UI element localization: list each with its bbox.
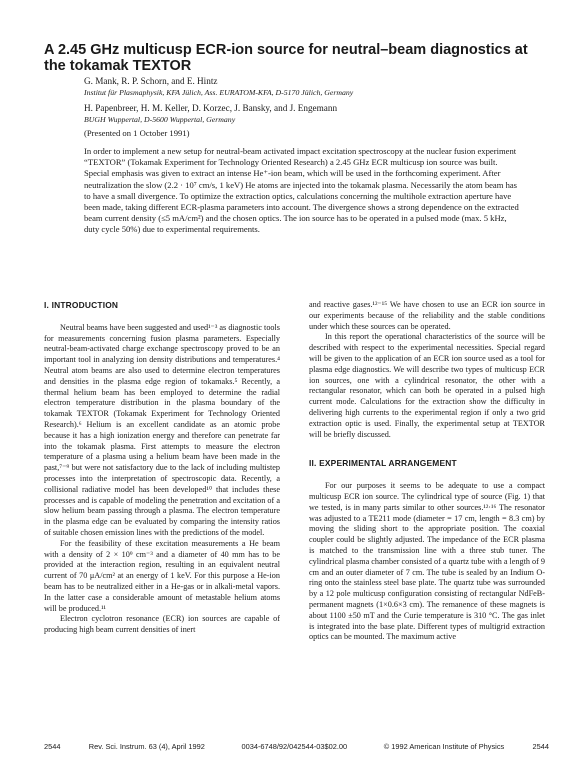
left-column <box>44 300 280 636</box>
author-block-2 <box>84 103 554 125</box>
copyright-notice: © 1992 American Institute of Physics <box>383 742 505 751</box>
author-names-1: G. Mank, R. P. Schorn, and E. Hintz <box>84 76 218 86</box>
intro-paragraph-1: Neutral beams have been suggested and used¹⁻³ as diagnostic tools for measurements concerning fusion plasma parameters. Especially neutral-beam-activated charge exchange spectroscopy proved to be an important tool in analyzing ion density distributions and temperatures.⁴ Neutral atom beams are also used to determine electron temperatures and densities in the plasma edge region of tokamaks.⁵ Recently, a thermal helium beam has been employed to determine the radial electron temperature distribution in the plasma boundary of the tokamak TEXTOR (Tokamak Experiment for Technology Oriented Research).⁶ Helium is an excellent candidate as an atomic probe because it has a high ionization energy and therefore can penetrate far into the tokamak plasma. First attempts to measure the electron temperature of a plasma using a helium beam have been made in the past,⁷⁻⁹ but were not satisfactory due to the lack of including multistep processes into the interpretation of spectroscopic data. Recently, a collisional radiative model has been developed¹⁰ that includes these processes and is capable of modeling the penetration and excitation of a slow helium beam passing through a plasma. The electron temperature in the plasma edge can be evaluated by comparing the intensity ratios of suitable chosen emission lines with the predictions of the model. <box>44 322 280 537</box>
author-block-1 <box>84 76 554 98</box>
intro-paragraph-4: In this report the operational characteristics of the source will be described with respect to the experimental necessities. Special regard will be given to the application of an ECR ion source used as a tool for plasma edge diagnostics. We will describe two types of multicusp ECR ion sources, one with a cylindrical resonator, the other with a rectangular resonator, which can both be operated in a pulsed high current mode. Calculations for the extraction show the difficulty in delivering high currents to the experimental region if only a two grid extraction optic is used. Finally, the experimental setup at TEXTOR will be briefly discussed. <box>309 332 545 439</box>
author-names-2: H. Papenbreer, H. M. Keller, D. Korzec, J. Bansky, and J. Engemann <box>84 103 338 113</box>
journal-citation: Rev. Sci. Instrum. 63 (4), April 1992 <box>88 742 205 751</box>
section-gap <box>309 440 545 458</box>
right-column <box>309 300 545 643</box>
page-number-right: 2544 <box>532 742 549 751</box>
footer-center <box>60 742 532 751</box>
affiliation-2: BUGH Wuppertal, D-5600 Wuppertal, Germany <box>84 115 236 124</box>
experimental-paragraph-1: For our purposes it seems to be adequate to use a compact multicusp ECR ion source. The cylindrical type of source (Fig. 1) that we tested, is in many parts similar to other sources.¹²·¹⁶ The resonator was adjusted to a TE211 mode (diameter = 17 cm, length = 8.3 cm) by moving the sliding short to the appropriate position. The coaxial coupler could be slightly adjusted. The impedance of the ECR plasma is matched to the transmission line with a three stub tuner. The cylindrical plasma chamber consisted of a quartz tube with a length of 9 cm and an outer diameter of 7 cm. The tube is sealed by an Indium O-ring onto the stainless steel base plate. The quartz tube was surrounded by a 12 pole multicusp configuration consisting of rectangular NdFeB-permanent magnets (1×0.6×3 cm). The remanence of these magnets is about 1100 ±50 mT and the Curie temperature is 310 °C. The gas inlet is integrated into the base plate. Different types of multigrid extraction optics can be mounted. The maximum active <box>309 481 545 642</box>
affiliation-1: Institut für Plasmaphysik, KFA Jülich, Ass. EURATOM-KFA, D-5170 Jülich, Germany <box>84 88 354 97</box>
abstract: In order to implement a new setup for neutral-beam activated impact excitation spectroscopy at the nuclear fusion experiment “TEXTOR” (Tokamak Experiment for Technology Oriented Research) a 2.45 GHz ECR multicusp ion source was built. Special emphasis was given to extract an intense He⁺-ion beam, which will be used in the forthcoming experiment. After neutralization the slow (2.2 · 10⁷ cm/s, 1 keV) He atoms are injected into the tokamak plasma. Necessarily the atom beam has to have a small divergence. To optimize the extraction optics, calculations concerning the multihole extraction aperture have been made, taking different ECR-plasma parameters into account. The divergence shows a strong dependence on the extracted beam current density (≤5 mA/cm²) and the chosen optics. The ion source has to be operated in a pulsed mode (max. 5 kHz, duty cycle 50%) due to experimental requirements. <box>84 146 519 235</box>
section-heading-experimental: II. EXPERIMENTAL ARRANGEMENT <box>309 458 457 469</box>
paper-title: A 2.45 GHz multicusp ECR-ion source for neutral–beam diagnostics at the tokamak TEXTOR <box>44 42 528 74</box>
presented-date: (Presented on 1 October 1991) <box>84 128 190 138</box>
page-footer <box>44 742 549 751</box>
article-code: 0034-6748/92/042544-03$02.00 <box>241 742 348 751</box>
intro-continuation: and reactive gases.¹²⁻¹⁵ We have chosen to use an ECR ion source in our experiments because of the reliability and the stable conditions under which these sources can be operated. <box>309 300 545 331</box>
section-heading-introduction: I. INTRODUCTION <box>44 300 119 310</box>
page-number-left: 2544 <box>44 742 61 751</box>
intro-paragraph-2: For the feasibility of these excitation measurements a He beam with a density of 2 × 10⁹ cm⁻³ and a diameter of 40 mm has to be provided at the interaction region, resulting in an equivalent neutral current of 70 μA/cm² at an energy of 1 keV. For this purpose a He-ion beam has to be neutralized either in a He-gas or in alkali-metal vapors. In the latter case a considerable amount of metastable helium atoms will be produced.¹¹ <box>44 538 280 613</box>
intro-paragraph-3: Electron cyclotron resonance (ECR) ion sources are capable of producing high beam current densities of inert <box>44 614 280 635</box>
